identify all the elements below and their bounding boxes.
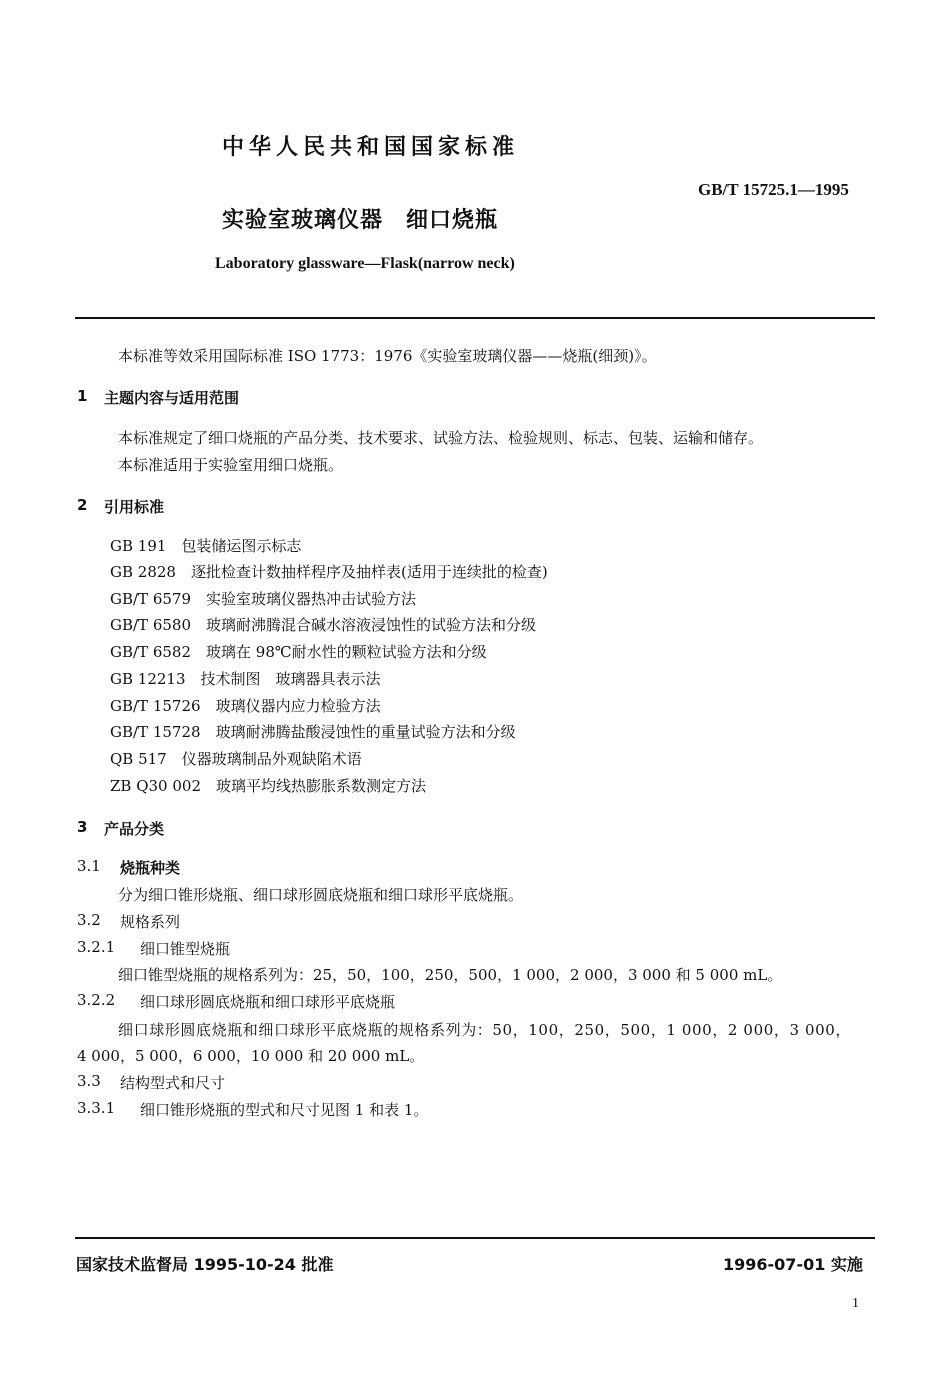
reference-code: GB/T 6579 [110,590,192,608]
section-3-title: 产品分类 [104,820,165,838]
reference-code: GB/T 6582 [110,643,192,661]
title-chinese: 实验室玻璃仪器 细口烧瓶 [222,208,499,233]
section-3-2-2-text-line-2: 4 000，5 000，6 000，10 000 和 20 000 mL。 [77,1047,425,1065]
section-1-number: 1 [77,387,88,405]
reference-title: 包装储运图示标志 [181,537,302,555]
intro-paragraph: 本标准等效采用国际标准 ISO 1773：1976《实验室玻璃仪器——烧瓶(细颈)》。 [118,347,657,365]
section-3-2-1-number: 3.2.1 [77,938,116,956]
reference-item [110,748,362,769]
section-3-2-title: 规格系列 [120,913,181,931]
reference-title: 玻璃平均线热膨胀系数测定方法 [216,777,427,795]
section-3-3-title: 结构型式和尺寸 [120,1074,226,1092]
national-standard-heading: 中华人民共和国国家标准 [222,135,520,160]
reference-title: 逐批检查计数抽样程序及抽样表(适用于连续批的检查) [190,563,548,581]
implementation-date: 1996-07-01 实施 [723,1255,863,1274]
section-3-2-number: 3.2 [77,911,101,929]
reference-code: GB 191 [110,537,167,555]
section-3-3-1-number: 3.3.1 [77,1099,116,1117]
section-3-3-number: 3.3 [77,1072,101,1090]
reference-code: ZB Q30 002 [110,777,201,795]
section-1-title: 主题内容与适用范围 [104,389,240,407]
reference-item [110,641,487,662]
reference-code: GB/T 15726 [110,697,201,715]
standard-code: GB/T 15725.1—1995 [698,180,849,199]
section-3-1-text: 分为细口锥形烧瓶、细口球形圆底烧瓶和细口球形平底烧瓶。 [118,886,524,904]
section-1-para-1: 本标准规定了细口烧瓶的产品分类、技术要求、试验方法、检验规则、标志、包装、运输和储存。 [118,429,764,447]
section-2-title: 引用标准 [104,498,165,516]
section-3-1-number: 3.1 [77,857,101,875]
reference-item [110,588,416,609]
reference-item [110,561,548,582]
reference-item [110,695,381,716]
header-divider [75,317,875,319]
section-2-number: 2 [77,496,88,514]
section-3-2-2-title: 细口球形圆底烧瓶和细口球形平底烧瓶 [140,993,396,1011]
section-3-3-1-text: 细口锥形烧瓶的型式和尺寸见图 1 和表 1。 [140,1101,429,1119]
reference-title: 玻璃在 98℃耐水性的颗粒试验方法和分级 [206,643,487,661]
section-3-1-title: 烧瓶种类 [120,859,181,877]
reference-title: 玻璃耐沸腾盐酸浸蚀性的重量试验方法和分级 [215,723,516,741]
reference-title: 玻璃仪器内应力检验方法 [215,697,381,715]
section-3-2-1-text: 细口锥型烧瓶的规格系列为：25，50，100，250，500，1 000，2 000，3 000 和 5 000 mL。 [118,966,783,984]
reference-title: 玻璃耐沸腾混合碱水溶液浸蚀性的试验方法和分级 [206,616,537,634]
reference-code: GB 2828 [110,563,176,581]
section-1-para-2: 本标准适用于实验室用细口烧瓶。 [118,456,344,474]
title-english: Laboratory glassware—Flask(narrow neck) [215,255,515,272]
reference-code: GB/T 6580 [110,616,192,634]
reference-item [110,668,381,689]
reference-code: GB 12213 [110,670,186,688]
section-3-2-1-title: 细口锥型烧瓶 [140,940,231,958]
reference-item [110,535,301,556]
reference-code: GB/T 15728 [110,723,201,741]
reference-title: 实验室玻璃仪器热冲击试验方法 [206,590,417,608]
approval-date: 国家技术监督局 1995-10-24 批准 [76,1255,334,1274]
reference-item [110,614,536,635]
page-number: 1 [852,1296,859,1311]
reference-item [110,721,516,742]
reference-title: 仪器玻璃制品外观缺陷术语 [181,750,362,768]
section-3-2-2-number: 3.2.2 [77,991,116,1009]
section-3-2-2-text-line-1: 细口球形圆底烧瓶和细口球形平底烧瓶的规格系列为：50，100，250，500，1 000，2 000，3 000， [118,1021,852,1039]
reference-title: 技术制图 玻璃器具表示法 [200,670,381,688]
reference-item [110,775,426,796]
reference-code: QB 517 [110,750,167,768]
footer-divider [75,1237,875,1239]
section-3-number: 3 [77,818,88,836]
